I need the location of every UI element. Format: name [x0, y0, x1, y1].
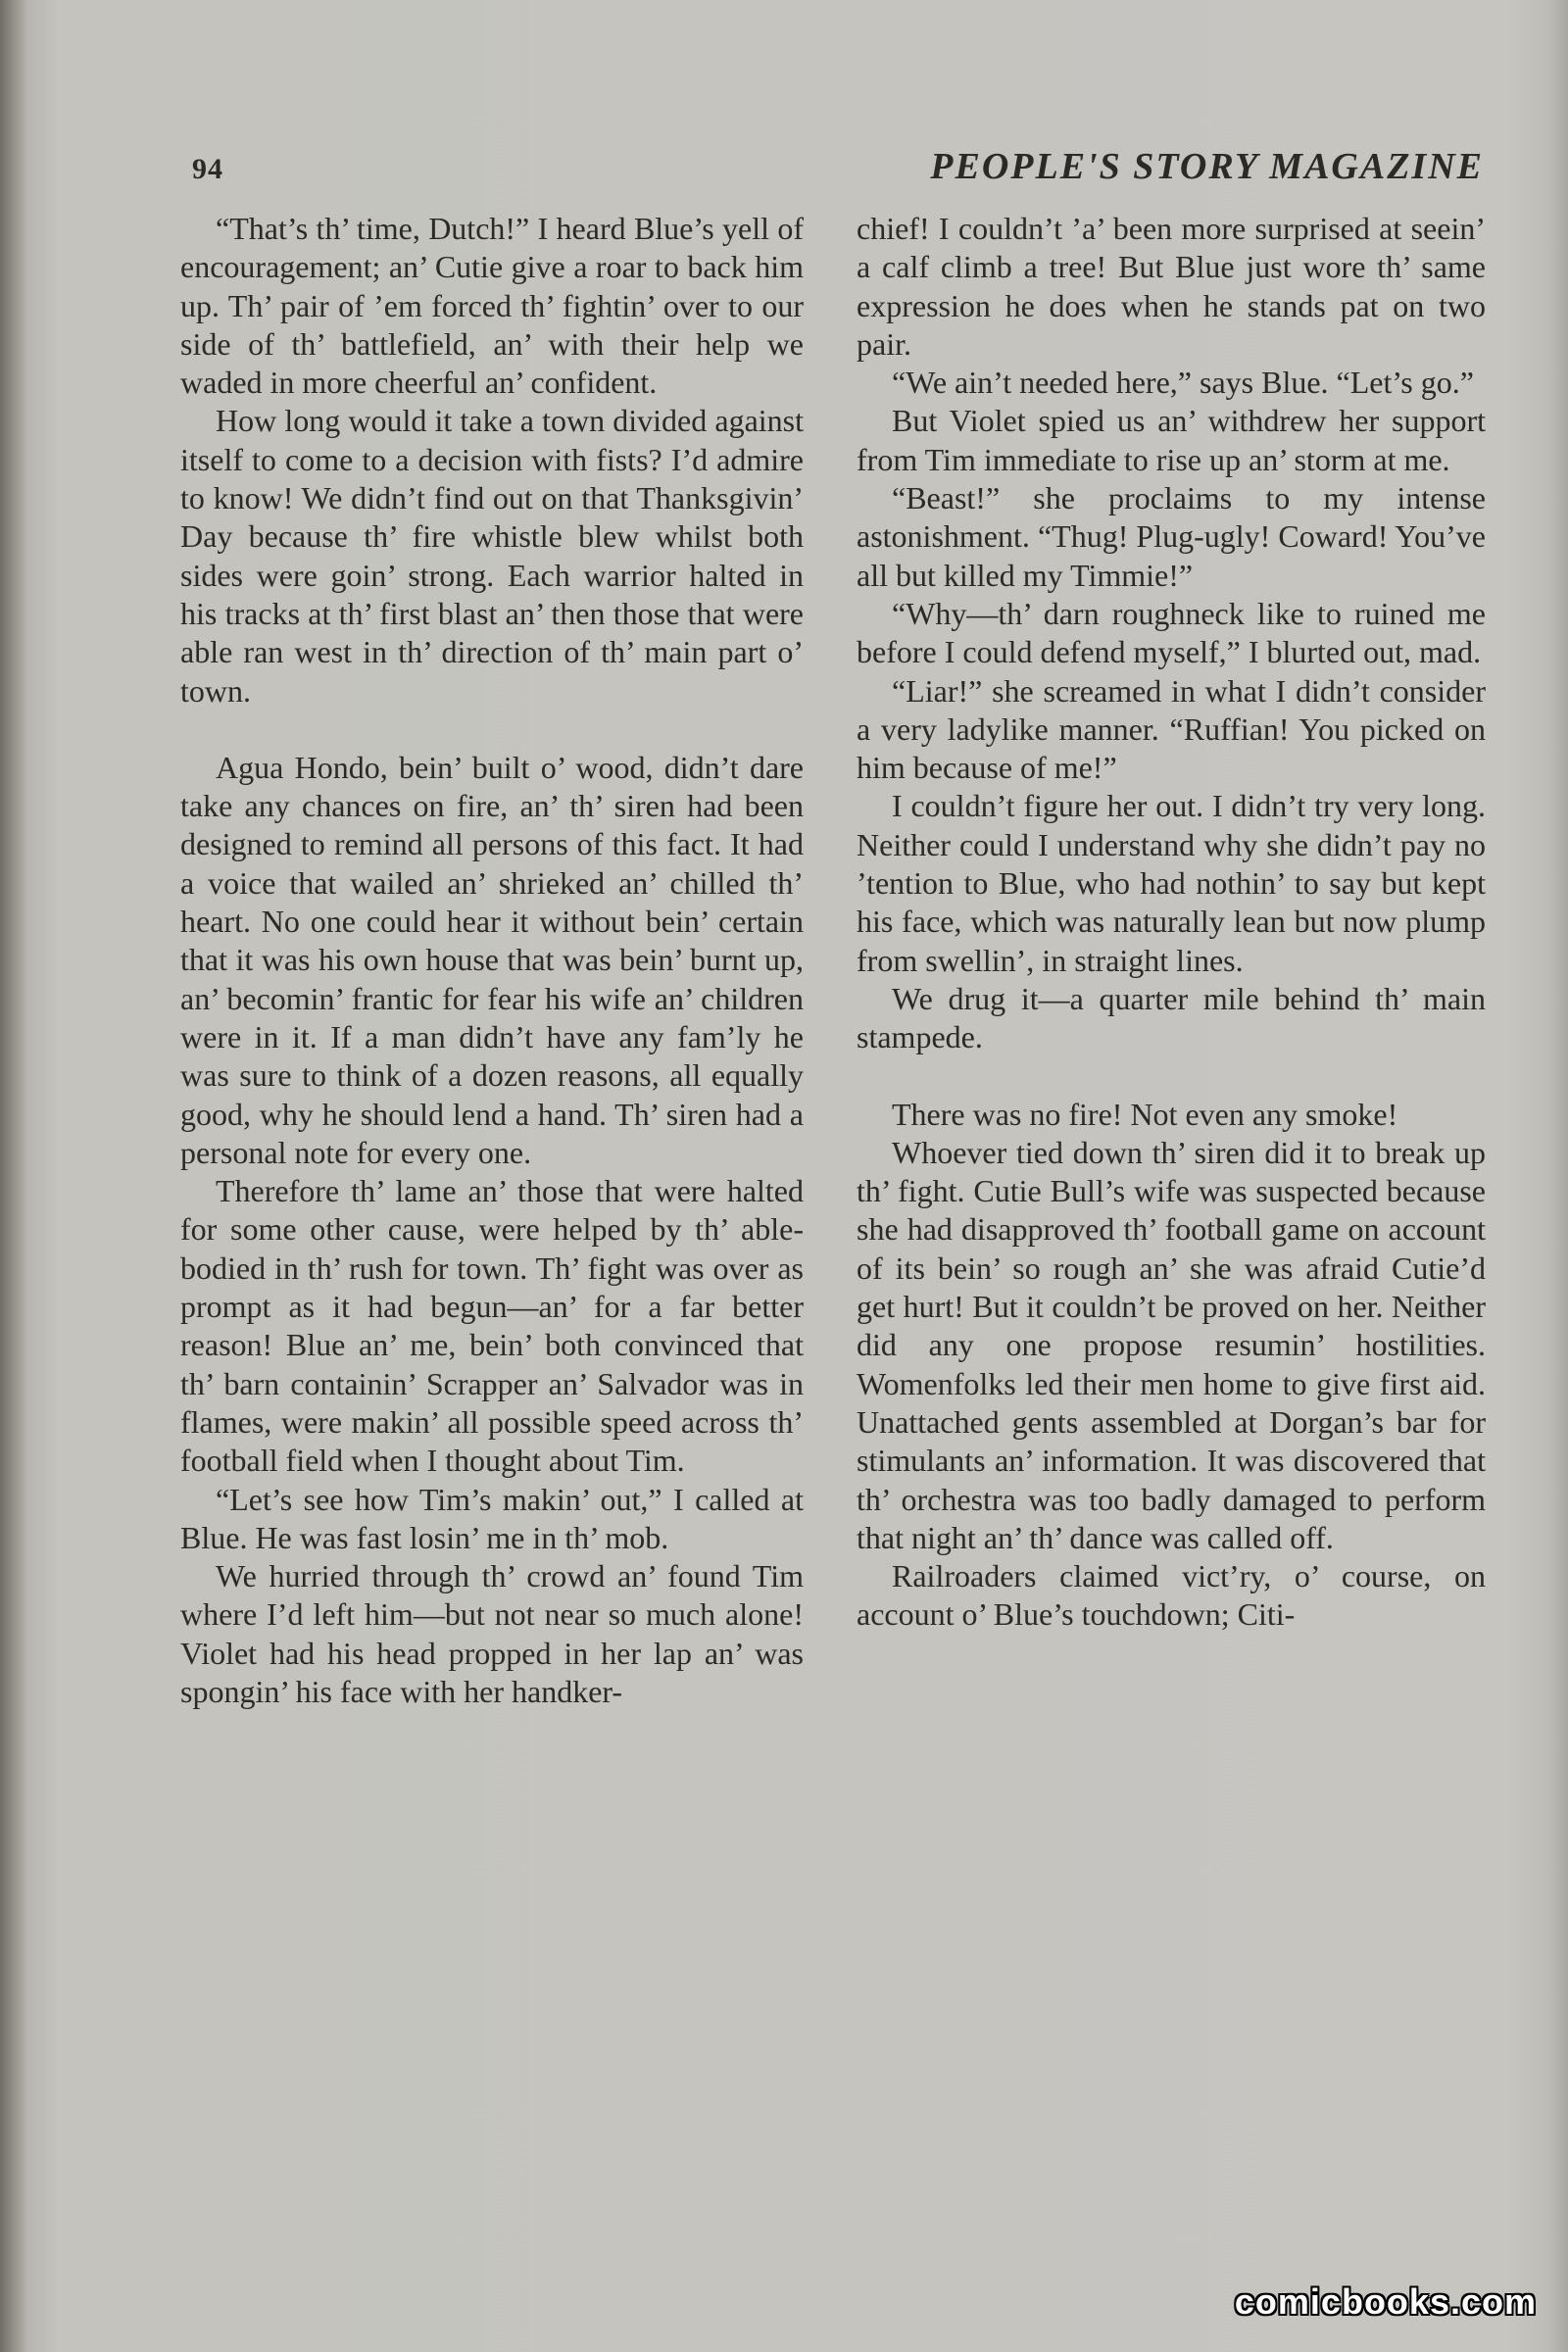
paragraph: I couldn’t figure her out. I didn’t try very long. Neither could I understand why she didn’t pay no ’tention to Blue, who had nothin’ to say but kept his face, which was naturally lean but now plump from swellin’, in straight lines. [857, 788, 1486, 978]
paragraph: We drug it—a quarter mile behind th’ main stampede. [857, 980, 1486, 1055]
paragraph: “Why—th’ darn roughneck like to ruined me before I could defend myself,” I blurted out, mad. [857, 595, 1486, 670]
paragraph: chief! I couldn’t ’a’ been more surprised at seein’ a calf climb a tree! But Blue just wore th’ same expression he does when he stands pat on two pair. [857, 211, 1486, 362]
paragraph: How long would it take a town divided against itself to come to a decision with fists? I’d admire to know! We didn’t find out on that Thanksgivin’ Day because th’ fire whistle blew whilst both sides were goin’ strong. Each warrior halted in his tracks at th’ first blast an’ then those that were able ran west in th’ direction of th’ main part o’ town. [180, 403, 804, 709]
paragraph: We hurried through th’ crowd an’ found Tim where I’d left him—but not near so much alone! Violet had his head propped in her lap an’ was spongin’ his face with her handker- [180, 1558, 804, 1709]
paragraph: Whoever tied down th’ siren did it to break up th’ fight. Cutie Bull’s wife was suspected because she had disapproved th’ football game on account of its bein’ so rough an’ she was afraid Cutie’d get hurt! But it couldn’t be proved on her. Neither did any one propose resumin’ hostilities. Womenfolks led their men home to give first aid. Unattached gents assembled at Dorgan’s bar for stimulants an’ information. It was discovered that th’ orchestra was too badly damaged to perform that night an’ th’ dance was called off. [857, 1134, 1486, 1555]
paragraph: “That’s th’ time, Dutch!” I heard Blue’s yell of encouragement; an’ Cutie give a roar to back him up. Th’ pair of ’em forced th’ fightin’ over to our side of th’ battlefield, an’ with their help we waded in more cheerful an’ confident. [180, 211, 804, 401]
page-number: 94 [192, 153, 223, 185]
paragraph: “Beast!” she proclaims to my intense astonishment. “Thug! Plug-ugly! Coward! You’ve all but killed my Timmie!” [857, 480, 1486, 593]
paragraph: Railroaders claimed vict’ry, o’ course, on account o’ Blue’s touchdown; Citi- [857, 1558, 1486, 1633]
paragraph: But Violet spied us an’ withdrew her support from Tim immediate to rise up an’ storm at me. [857, 403, 1486, 477]
paragraph: There was no fire! Not even any smoke! [892, 1096, 1398, 1132]
site-watermark: comicbooks.com [1234, 2281, 1537, 2322]
right-text-column [857, 210, 1486, 1635]
paragraph: Therefore th’ lame an’ those that were halted for some other cause, were helped by th’ able-bodied in th’ rush for town. Th’ fight was over as prompt as it had begun—an’ for a far better reason! Blue an’ me, bein’ both convinced that th’ barn containin’ Scrapper an’ Salvador was in flames, were makin’ all possible speed across th’ football field when I thought about Tim. [180, 1173, 804, 1479]
paragraph: Agua Hondo, bein’ built o’ wood, didn’t dare take any chances on fire, an’ th’ siren had been designed to remind all persons of this fact. It had a voice that wailed an’ shrieked an’ chilled th’ heart. No one could hear it without bein’ certain that it was his own house that was bein’ burnt up, an’ becomin’ frantic for fear his wife an’ children were in it. If a man didn’t have any fam’ly he was sure to think of a dozen reasons, all equally good, why he should lend a hand. Th’ siren had a personal note for every one. [180, 749, 804, 1170]
page-binding-edge [0, 0, 27, 2352]
left-text-column [180, 210, 804, 1711]
paragraph: “We ain’t needed here,” says Blue. “Let’s go.” [892, 365, 1474, 401]
running-head: PEOPLE'S STORY MAGAZINE [930, 146, 1484, 187]
paragraph: “Liar!” she screamed in what I didn’t consider a very ladylike manner. “Ruffian! You picked on him because of me!” [857, 672, 1486, 786]
paragraph: “Let’s see how Tim’s makin’ out,” I called at Blue. He was fast losin’ me in th’ mob. [180, 1481, 804, 1555]
